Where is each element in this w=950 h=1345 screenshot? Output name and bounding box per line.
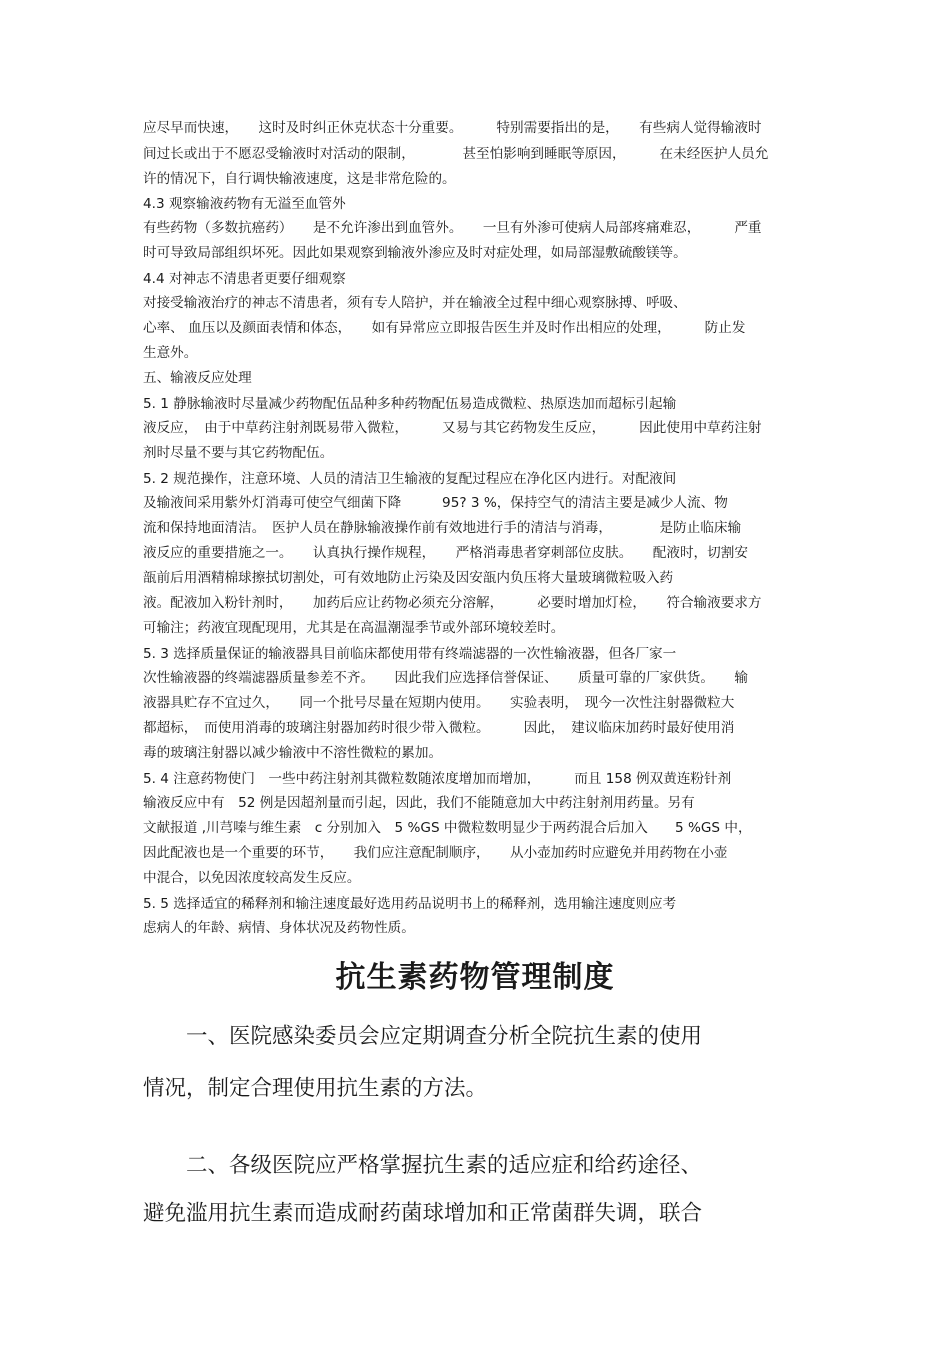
paragraph-line: 情况，制定合理使用抗生素的方法。 [143, 1076, 488, 1101]
text-line: 生意外。 [143, 345, 198, 361]
text-line: 次性输液器的终端滤器质量参差不齐。 因此我们应选择信誉保证、 质量可靠的厂家供货。 输 [143, 670, 748, 686]
text-line: 虑病人的年龄、病情、身体状况及药物性质。 [143, 920, 415, 936]
text-line: 可输注；药液宜现配现用，尤其是在高温潮湿季节或外部环境较差时。 [143, 620, 565, 636]
text-line: 对接受输液治疗的神志不清患者，须有专人陪护，并在输液全过程中细心观察脉搏、呼吸、 [143, 295, 687, 311]
text-line: 有些药物（多数抗癌药） 是不允许渗出到血管外。 一旦有外渗可使病人局部疼痛难忍， 严重 [143, 220, 762, 236]
text-line: 5. 4 注意药物使门 一些中药注射剂其微粒数随浓度增加而增加， 而且 158 例双黄连粉针剂 [143, 771, 732, 787]
text-line: 5. 5 选择适宜的稀释剂和输注速度最好选用药品说明书上的稀释剂，选用输注速度则应考 [143, 896, 677, 912]
text-line: 中混合，以免因浓度较高发生反应。 [143, 870, 361, 886]
text-line: 液器具贮存不宜过久， 同一个批号尽量在短期内使用。 实验表明， 现今一次性注射器微粒大 [143, 695, 735, 711]
text-line: 时可导致局部组织坏死。因此如果观察到输液外渗应及时对症处理，如局部湿敷硫酸镁等。 [143, 245, 687, 261]
text-line: 毒的玻璃注射器以减少输液中不溶性微粒的累加。 [143, 745, 443, 761]
text-line: 心率、 血压以及颜面表情和体态， 如有异常应立即报告医生并及时作出相应的处理， 防止发 [143, 320, 746, 336]
document-title: 抗生素药物管理制度 [335, 960, 615, 995]
text-line: 5. 1 静脉输液时尽量减少药物配伍品种多种药物配伍易造成微粒、热原迭加而超标引起输 [143, 396, 677, 412]
paragraph-line: 二、各级医院应严格掌握抗生素的适应症和给药途径、 [143, 1153, 703, 1178]
text-line: 剂时尽量不要与其它药物配伍。 [143, 445, 334, 461]
text-line: 及输液间采用紫外灯消毒可使空气细菌下降 95? 3 %，保持空气的清洁主要是减少人流、物 [143, 495, 728, 511]
text-line: 流和保持地面清洁。 医护人员在静脉输液操作前有效地进行手的清洁与消毒， 是防止临床输 [143, 520, 742, 536]
text-line: 液反应， 由于中草药注射剂既易带入微粒， 又易与其它药物发生反应， 因此使用中草药注射 [143, 420, 762, 436]
section-heading: 4.4 对神志不清患者更要仔细观察 [143, 271, 346, 287]
section-heading: 五、输液反应处理 [143, 370, 252, 386]
text-line: 文献报道 ,川芎嗪与维生素 c 分别加入 5 %GS 中微粒数明显少于两药混合后加入 5 %GS 中， [143, 820, 752, 836]
text-line: 因此配液也是一个重要的环节， 我们应注意配制顺序， 从小壶加药时应避免并用药物在小壶 [143, 845, 728, 861]
text-line: 许的情况下，自行调快输液速度，这是非常危险的。 [143, 171, 456, 187]
text-line: 5. 3 选择质量保证的输液器具目前临床都使用带有终端滤器的一次性输液器，但各厂家一 [143, 646, 677, 662]
text-line: 输液反应中有 52 例是因超剂量而引起，因此，我们不能随意加大中药注射剂用药量。另有 [143, 795, 695, 811]
text-line: 液。配液加入粉针剂时， 加药后应让药物必须充分溶解， 必要时增加灯检， 符合输液要求方 [143, 595, 762, 611]
text-line: 都超标， 而使用消毒的玻璃注射器加药时很少带入微粒。 因此， 建议临床加药时最好使用消 [143, 720, 735, 736]
paragraph-line: 一、医院感染委员会应定期调查分析全院抗生素的使用 [143, 1024, 703, 1049]
paragraph-line: 避免滥用抗生素而造成耐药菌球增加和正常菌群失调，联合 [143, 1201, 703, 1226]
text-line: 瓿前后用酒精棉球擦拭切割处，可有效地防止污染及因安瓿内负压将大量玻璃微粒吸入药 [143, 570, 674, 586]
text-line: 液反应的重要措施之一。 认真执行操作规程， 严格消毒患者穿刺部位皮肤。 配液时，切割安 [143, 545, 748, 561]
text-line: 应尽早而快速， 这时及时纠正休克状态十分重要。 特别需要指出的是， 有些病人觉得输液时 [143, 120, 762, 136]
text-line: 间过长或出于不愿忍受输液时对活动的限制， 甚至怕影响到睡眠等原因， 在未经医护人员允 [143, 146, 769, 162]
section-heading: 4.3 观察输液药物有无溢至血管外 [143, 196, 346, 212]
text-line: 5. 2 规范操作，注意环境、人员的清洁卫生输液的复配过程应在净化区内进行。对配液间 [143, 471, 677, 487]
